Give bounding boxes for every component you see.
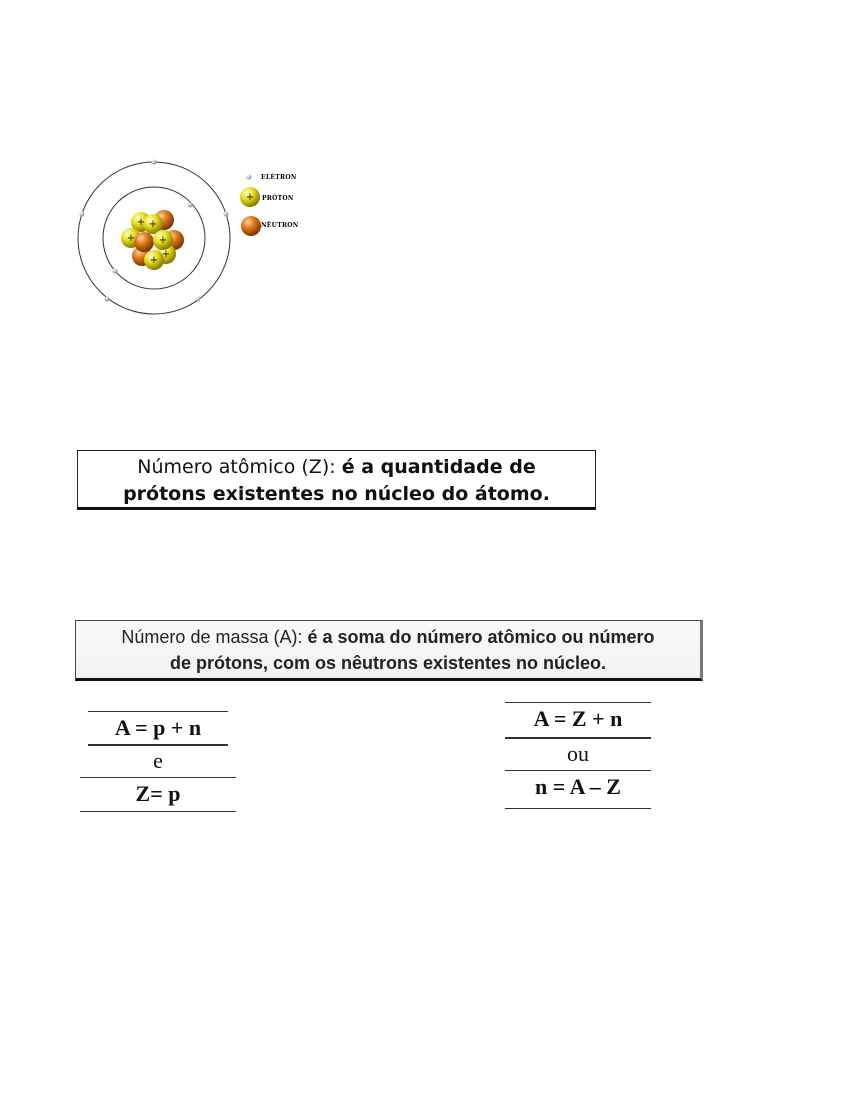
formula-connector-ou: ou [567,741,589,766]
electron-dot [196,297,201,302]
svg-text:+: + [245,192,255,203]
nucleus [121,210,184,270]
legend-electron-icon [247,175,252,180]
legend-neutron-label: NÊUTRON [261,222,299,229]
mass-number-label: Número de massa (A): [121,627,303,647]
atomic-number-definition-box [77,450,596,510]
formula-atomic-number: Z= p [135,781,181,806]
svg-text:+: + [149,255,159,266]
legend-electron-label: ELÉTRON [261,174,297,181]
formula-mass-number: A = p + n [114,715,202,740]
svg-text:+: + [148,219,158,230]
electron-dot [152,160,157,165]
formula-neutron-count: n = A – Z [535,774,621,799]
svg-text:+: + [136,217,146,228]
electron-dot [80,212,85,217]
formula-connector-e: e [153,748,163,773]
atom-legend [240,173,299,236]
legend-proton-label: PRÓTON [262,195,294,202]
electron-dot [105,297,110,302]
mass-number-definition-part1: é a soma do número atômico ou número [307,627,655,647]
electron-dot [113,269,118,274]
electron-dot [188,203,193,208]
svg-text:+: + [158,235,168,246]
atomic-number-definition-part1: é a quantidade de [341,456,536,478]
atomic-number-line1 [78,454,595,481]
formulas-left [80,700,236,815]
atom-diagram [74,156,314,320]
formula-mass-number-z: A = Z + n [533,706,623,731]
svg-text:+: + [126,233,136,244]
atomic-number-definition-part2: prótons existentes no núcleo do átomo. [123,483,550,505]
mass-number-line1 [76,624,700,650]
formulas-right [505,692,651,814]
svg-text:+: + [161,249,171,260]
mass-number-definition-box [75,620,703,681]
legend-neutron-icon [241,216,261,236]
mass-number-definition-part2: de prótons, com os nêutrons existentes no núcleo. [169,653,607,673]
atomic-number-label: Número atômico (Z): [137,456,336,478]
electron-dot [224,212,229,217]
